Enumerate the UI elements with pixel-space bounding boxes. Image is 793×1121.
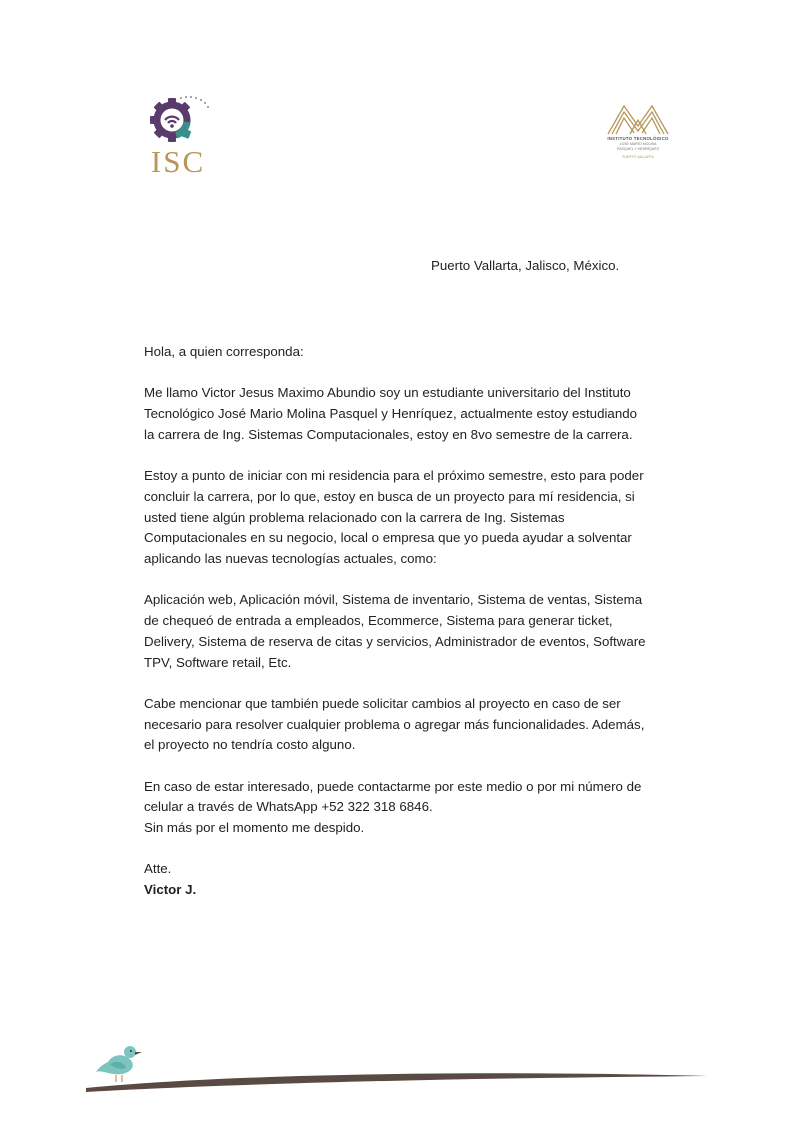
text-line: de chequeó de entrada a empleados, Ecommerce, Sistema para generar ticket,	[144, 613, 613, 629]
paragraph-intro	[144, 383, 664, 445]
text-line: celular a través de WhatsApp +52 322 318 6846.	[144, 799, 433, 815]
text-line: Estoy a punto de iniciar con mi residencia para el próximo semestre, esto para poder	[144, 468, 644, 484]
text-line: TPV, Software retail, Etc.	[144, 654, 292, 670]
text-line: la carrera de Ing. Sistemas Computacionales, estoy en 8vo semestre de la carrera.	[144, 426, 633, 442]
text-line: necesario para resolver cualquier problema o agregar más funcionalidades. Además,	[144, 716, 645, 732]
closing: Atte.	[144, 861, 172, 877]
institute-campus: PUERTO VALLARTA	[622, 155, 654, 159]
paragraph-contact	[144, 777, 664, 839]
institute-name: INSTITUTO TECNOLÓGICO	[607, 136, 669, 141]
isc-logo-text: ISC	[150, 144, 206, 179]
text-line: Cabe mencionar que también puede solicitar cambios al proyecto en caso de ser	[144, 695, 621, 711]
text-line: concluir la carrera, por lo que, estoy en busca de un proyecto para mí residencia, si	[144, 488, 635, 504]
text-line: Computacionales en su negocio, local o empresa que yo pueda ayudar a solventar	[144, 530, 632, 546]
institute-subname-1: JOSÉ MARIO MOLINA	[619, 142, 657, 146]
letter-body	[144, 342, 664, 901]
text-line: el proyecto no tendría costo alguno.	[144, 737, 356, 753]
paragraph-services	[144, 590, 664, 673]
paragraph-changes	[144, 694, 664, 756]
text-line: Me llamo Victor Jesus Maximo Abundio soy un estudiante universitario del Instituto	[144, 385, 631, 401]
isc-logo	[136, 92, 220, 182]
paragraph-residency	[144, 466, 664, 570]
text-line: Tecnológico José Mario Molina Pasquel y Henríquez, actualmente estoy estudiando	[144, 406, 638, 422]
text-line: Sin más por el momento me despido.	[144, 820, 365, 836]
institute-logo	[600, 100, 676, 170]
text-line: En caso de estar interesado, puede contactarme por este medio o por mi número de	[144, 778, 642, 794]
text-line: aplicando las nuevas tecnologías actuales, como:	[144, 551, 437, 566]
institute-subname-2: PASQUEL Y HENRÍQUEZ	[616, 147, 659, 151]
letter-location: Puerto Vallarta, Jalisco, México.	[431, 258, 620, 273]
branch-bird-illustration	[80, 1040, 720, 1100]
text-line: Delivery, Sistema de reserva de citas y servicios, Administrador de eventos, Software	[144, 633, 646, 649]
bird-icon	[96, 1046, 142, 1082]
gear-wifi-icon	[136, 92, 220, 144]
branch-shape	[86, 1073, 708, 1092]
text-line: Aplicación web, Aplicación móvil, Sistema de inventario, Sistema de ventas, Sistema	[144, 592, 643, 608]
text-line: usted tiene algún problema relacionado con la carrera de Ing. Sistemas	[144, 509, 565, 525]
signature: Victor J.	[144, 882, 197, 898]
mountain-logo-icon	[600, 100, 676, 136]
greeting: Hola, a quien corresponda:	[144, 344, 304, 359]
